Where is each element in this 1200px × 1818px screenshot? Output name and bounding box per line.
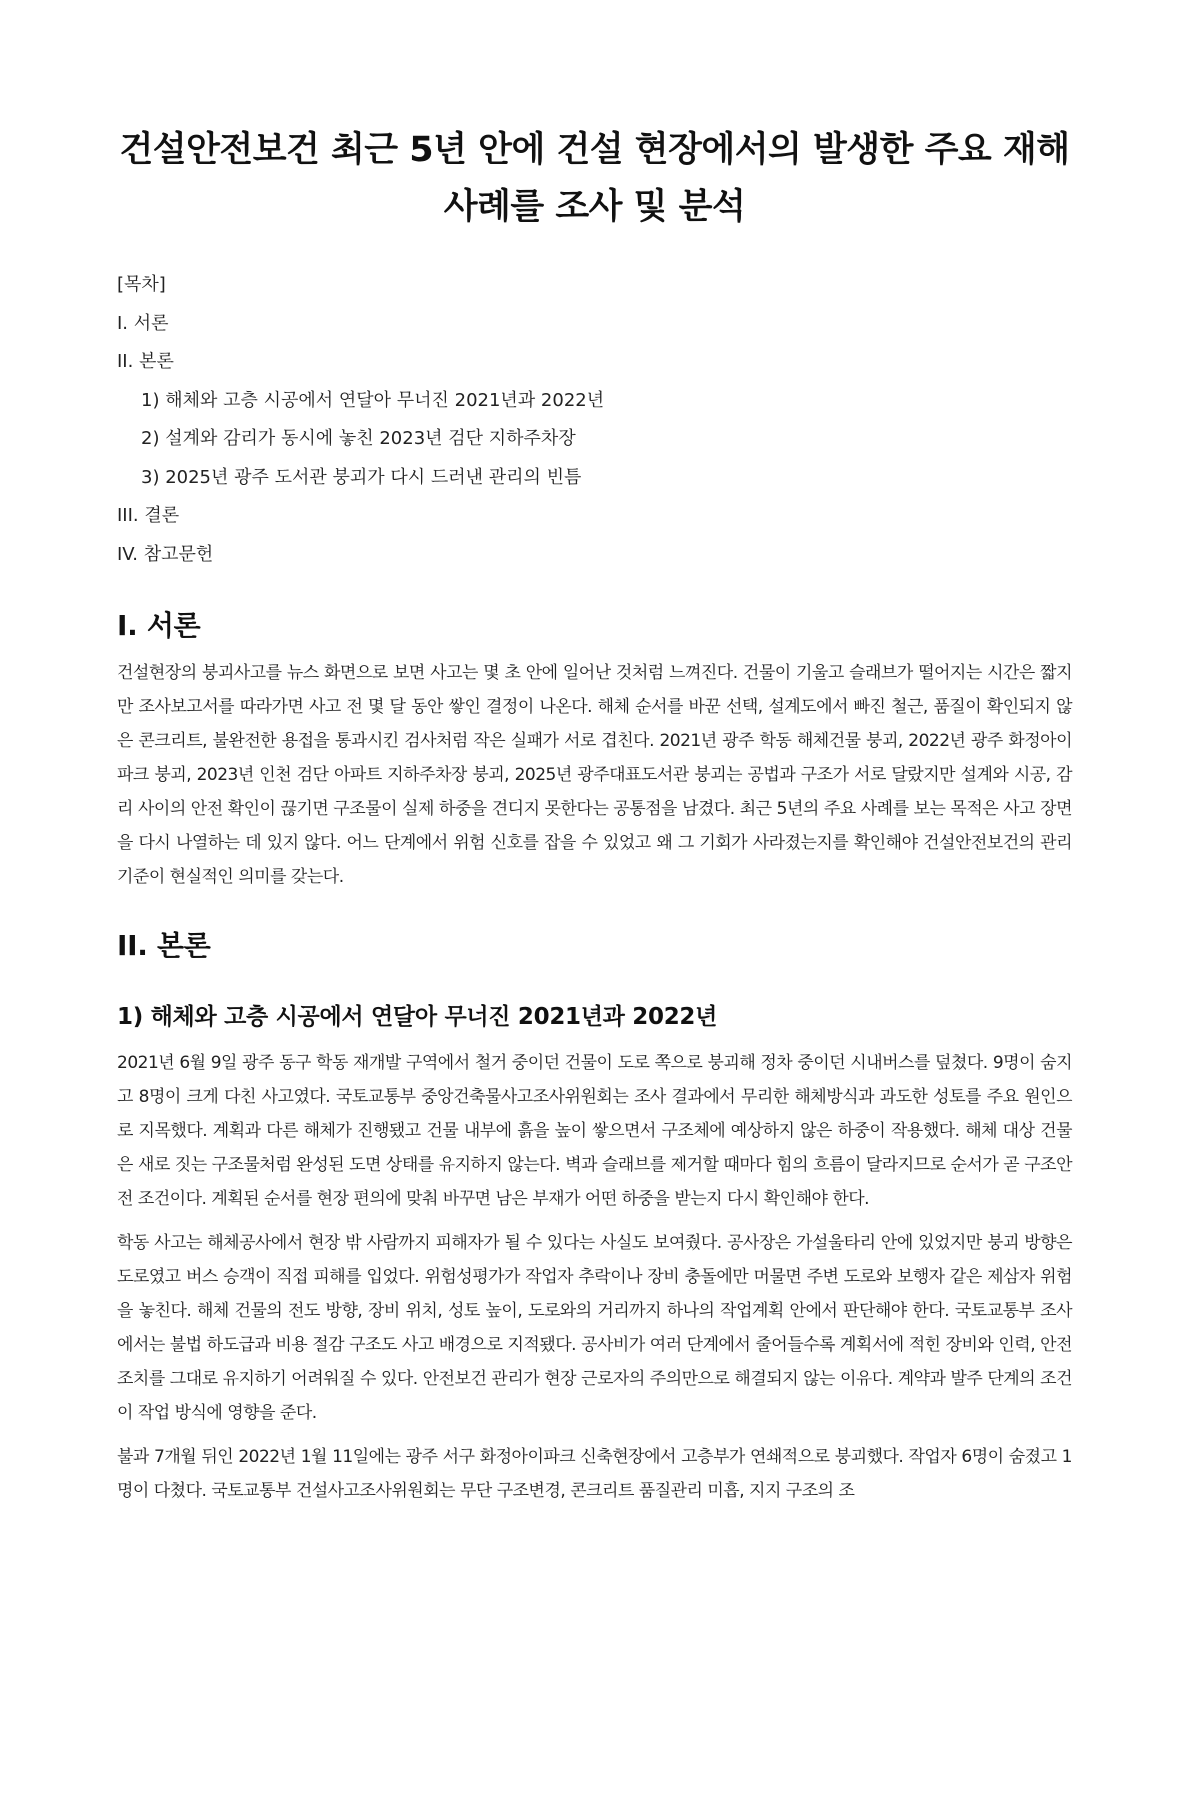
toc-subitem: 1) 해체와 고층 시공에서 연달아 무너진 2021년과 2022년: [141, 389, 605, 411]
body-paragraph: 불과 7개월 뒤인 2022년 1월 11일에는 광주 서구 화정아이파크 신축현장에서 고층부가 연쇄적으로 붕괴했다. 작업자 6명이 숨졌고 1명이 다쳤다. 국토교통부 건설사고조사위원회는 무단 구조변경, 콘크리트 품질관리 미흡, 지지 구조의 조: [117, 1447, 1072, 1501]
toc-item: I. 서론: [117, 312, 169, 334]
subsection-heading-1: 1) 해체와 고층 시공에서 연달아 무너진 2021년과 2022년: [117, 1004, 718, 1030]
section-heading-introduction: I. 서론: [117, 609, 201, 642]
introduction-paragraph: 건설현장의 붕괴사고를 뉴스 화면으로 보면 사고는 몇 초 안에 일어난 것처럼 느껴진다. 건물이 기울고 슬래브가 떨어지는 시간은 짧지만 조사보고서를 따라가면 사고 전 몇 달 동안 쌓인 결정이 나온다. 해체 순서를 바꾼 선택, 설계도에서 빠진 철근, 품질이 확인되지 않은 콘크리트, 불완전한 용접을 통과시킨 검사처럼 작은 실패가 서로 겹친다. 2021년 광주 학동 해체건물 붕괴, 2022년 광주 화정아이파크 붕괴, 2023년 인천 검단 아파트 지하주차장 붕괴, 2025년 광주대표도서관 붕괴는 공법과 구조가 서로 달랐지만 설계와 시공, 감리 사이의 안전 확인이 끊기면 구조물이 실제 하중을 견디지 못한다는 공통점을 남겼다. 최근 5년의 주요 사례를 보는 목적은 사고 장면을 다시 나열하는 데 있지 않다. 어느 단계에서 위험 신호를 잡을 수 있었고 왜 그 기회가 사라졌는지를 확인해야 건설안전보건의 관리 기준이 현실적인 의미를 갖는다.: [117, 663, 1072, 887]
toc-item: III. 결론: [117, 505, 180, 526]
body-paragraph: 학동 사고는 해체공사에서 현장 밖 사람까지 피해자가 될 수 있다는 사실도 보여줬다. 공사장은 가설울타리 안에 있었지만 붕괴 방향은 도로였고 버스 승객이 직접 피해를 입었다. 위험성평가가 작업자 추락이나 장비 충돌에만 머물면 주변 도로와 보행자 같은 제삼자 위험을 놓친다. 해체 건물의 전도 방향, 장비 위치, 성토 높이, 도로와의 거리까지 하나의 작업계획 안에서 판단해야 한다. 국토교통부 조사에서는 불법 하도급과 비용 절감 구조도 사고 배경으로 지적됐다. 공사비가 여러 단계에서 줄어들수록 계획서에 적힌 장비와 인력, 안전조치를 그대로 유지하기 어려워질 수 있다. 안전보건 관리가 현장 근로자의 주의만으로 해결되지 않는 이유다. 계약과 발주 단계의 조건이 작업 방식에 영향을 준다.: [117, 1233, 1072, 1423]
toc-label: [목차]: [117, 274, 166, 295]
section-heading-body: II. 본론: [117, 929, 211, 962]
table-of-contents: [117, 266, 1072, 574]
toc-subitem: 3) 2025년 광주 도서관 붕괴가 다시 드러낸 관리의 빈틈: [141, 466, 582, 488]
toc-subitem: 2) 설계와 감리가 동시에 놓친 2023년 검단 지하주차장: [141, 428, 576, 449]
toc-item: II. 본론: [117, 351, 174, 372]
body-paragraph: 2021년 6월 9일 광주 동구 학동 재개발 구역에서 철거 중이던 건물이 도로 쪽으로 붕괴해 정차 중이던 시내버스를 덮쳤다. 9명이 숨지고 8명이 크게 다친 사고였다. 국토교통부 중앙건축물사고조사위원회는 조사 결과에서 무리한 해체방식과 과도한 성토를 주요 원인으로 지목했다. 계획과 다른 해체가 진행됐고 건물 내부에 흙을 높이 쌓으면서 구조체에 예상하지 않은 하중이 작용했다. 해체 대상 건물은 새로 짓는 구조물처럼 완성된 도면 상태를 유지하지 않는다. 벽과 슬래브를 제거할 때마다 힘의 흐름이 달라지므로 순서가 곧 구조안전 조건이다. 계획된 순서를 현장 편의에 맞춰 바꾸면 남은 부재가 어떤 하중을 받는지 다시 확인해야 한다.: [117, 1053, 1072, 1209]
document-page: [0, 122, 1200, 1818]
toc-item: IV. 참고문헌: [117, 543, 214, 565]
document-title: 건설안전보건 최근 5년 안에 건설 현장에서의 발생한 주요 재해 사례를 조사 및 분석: [119, 130, 1070, 227]
